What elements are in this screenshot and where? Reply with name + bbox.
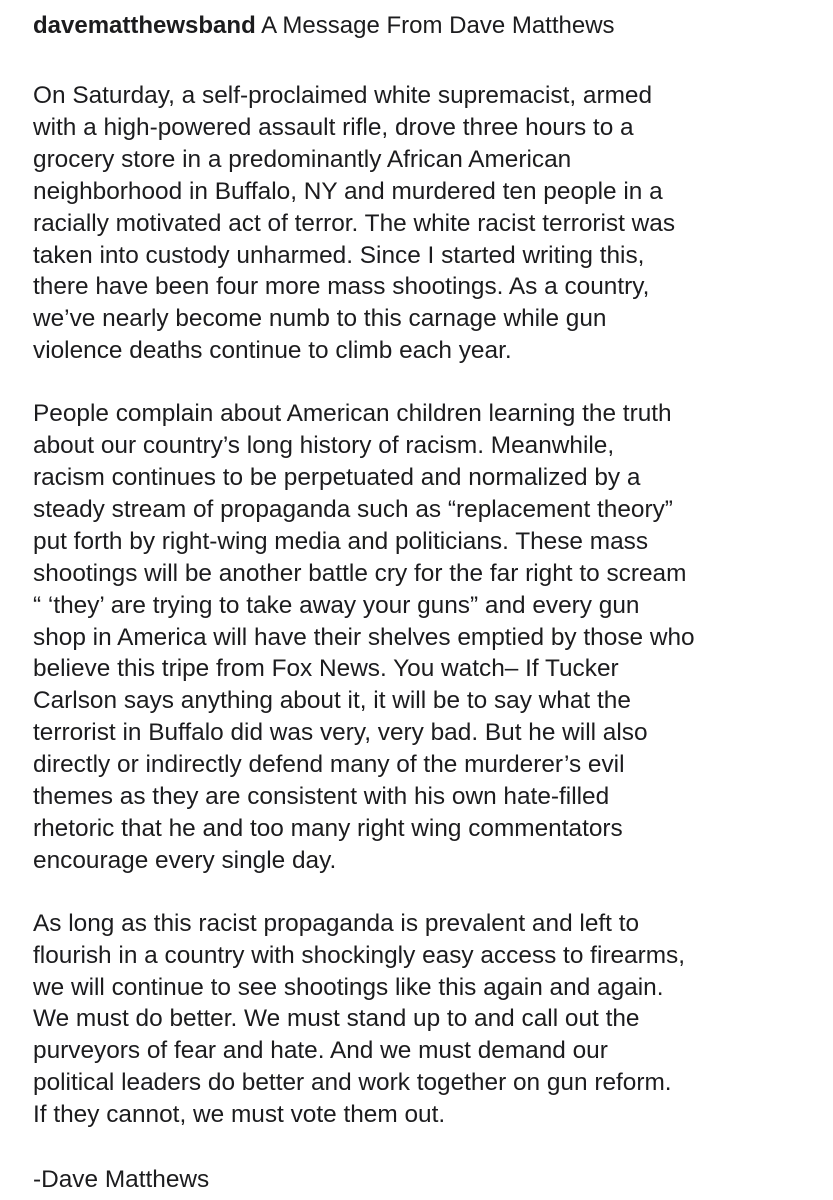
text-line: racially motivated act of terror. The white racist terrorist was bbox=[33, 209, 676, 237]
text-line: shop in America will have their shelves emptied by those who bbox=[33, 623, 695, 651]
paragraph-2 bbox=[33, 398, 823, 877]
post-content bbox=[33, 8, 823, 1196]
text-line: taken into custody unharmed. Since I started writing this, bbox=[33, 241, 645, 269]
post-header bbox=[33, 8, 823, 44]
signature: -Dave Matthews bbox=[33, 1166, 210, 1194]
text-line: believe this tripe from Fox News. You watch– If Tucker bbox=[33, 655, 619, 683]
text-line: As long as this racist propaganda is prevalent and left to bbox=[33, 909, 640, 937]
text-line: we will continue to see shootings like this again and again. bbox=[33, 973, 664, 1001]
text-line: flourish in a country with shockingly easy access to firearms, bbox=[33, 941, 686, 969]
text-line: Carlson says anything about it, it will be to say what the bbox=[33, 687, 631, 715]
text-line: with a high-powered assault rifle, drove three hours to a bbox=[33, 113, 634, 141]
username-link[interactable]: davematthewsband bbox=[33, 12, 256, 39]
text-line: violence deaths continue to climb each year. bbox=[33, 337, 512, 365]
text-line: we’ve nearly become numb to this carnage while gun bbox=[33, 305, 607, 333]
text-line: racism continues to be perpetuated and normalized by a bbox=[33, 463, 641, 491]
text-line: steady stream of propaganda such as “replacement theory” bbox=[33, 495, 673, 523]
text-line: about our country’s long history of racism. Meanwhile, bbox=[33, 432, 615, 460]
text-line: put forth by right-wing media and politicians. These mass bbox=[33, 527, 649, 555]
text-line: there have been four more mass shootings. As a country, bbox=[33, 273, 650, 301]
text-line: purveyors of fear and hate. And we must demand our bbox=[33, 1037, 608, 1065]
text-line: directly or indirectly defend many of the murderer’s evil bbox=[33, 751, 625, 779]
text-line: On Saturday, a self-proclaimed white supremacist, armed bbox=[33, 82, 653, 109]
text-line: terrorist in Buffalo did was very, very bad. But he will also bbox=[33, 719, 648, 747]
text-line: If they cannot, we must vote them out. bbox=[33, 1101, 446, 1129]
text-line: grocery store in a predominantly African American bbox=[33, 145, 572, 173]
text-line: themes as they are consistent with his own hate-filled bbox=[33, 783, 610, 811]
text-line: We must do better. We must stand up to and call out the bbox=[33, 1005, 640, 1033]
text-line: shootings will be another battle cry for the far right to scream bbox=[33, 559, 687, 587]
text-line: People complain about American children learning the truth bbox=[33, 400, 672, 428]
text-line: encourage every single day. bbox=[33, 846, 337, 874]
text-line: political leaders do better and work together on gun reform. bbox=[33, 1069, 672, 1097]
paragraph-1 bbox=[33, 80, 823, 367]
text-line: “ ‘they’ are trying to take away your guns” and every gun bbox=[33, 591, 640, 619]
post-title: A Message From Dave Matthews bbox=[261, 12, 615, 39]
paragraph-3 bbox=[33, 908, 823, 1131]
text-line: rhetoric that he and too many right wing commentators bbox=[33, 814, 623, 842]
text-line: neighborhood in Buffalo, NY and murdered ten people in a bbox=[33, 177, 663, 205]
